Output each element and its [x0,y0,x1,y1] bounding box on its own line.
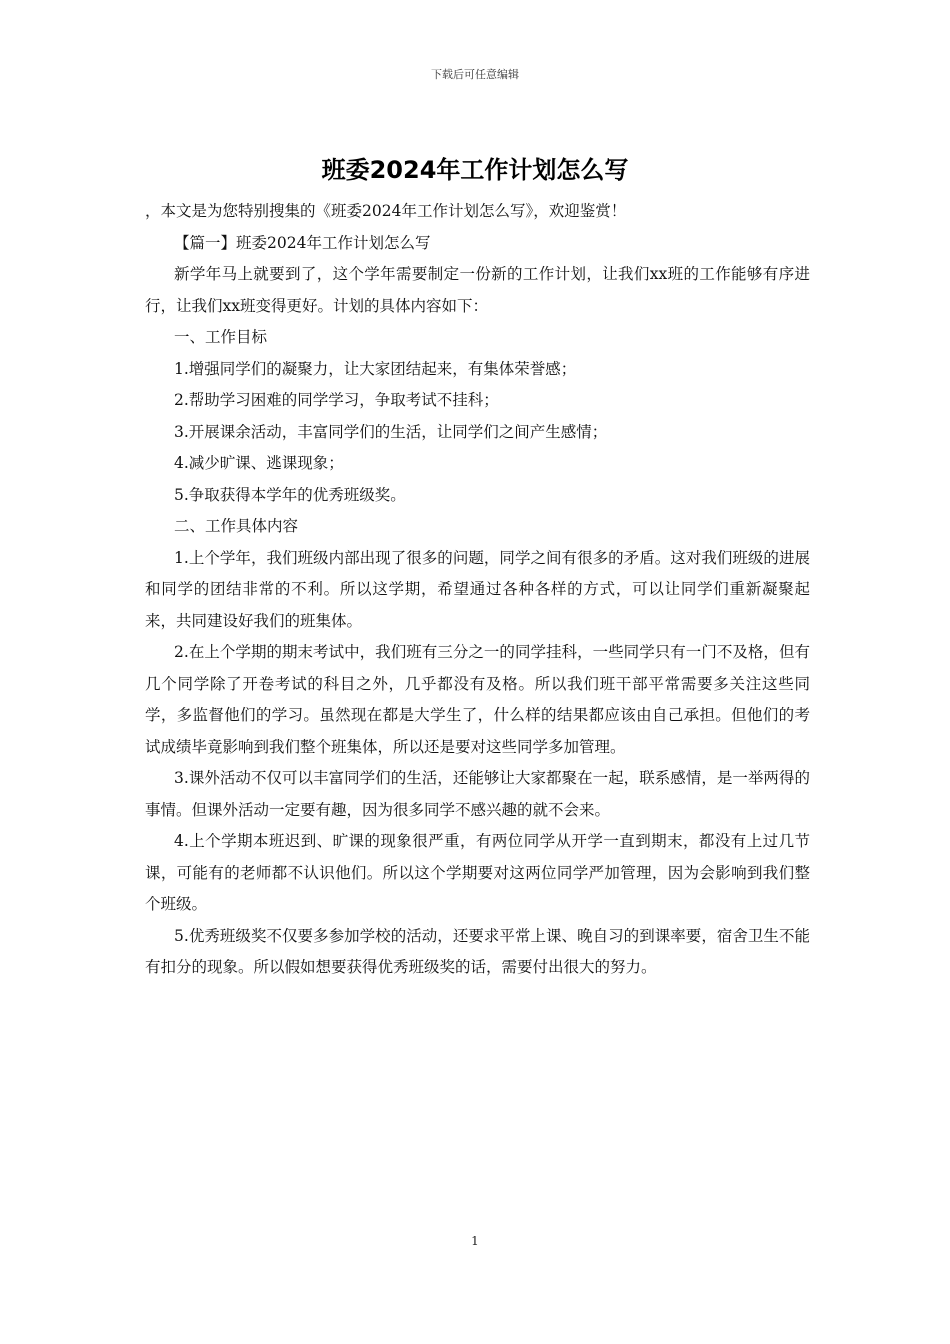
goal-item: 4.减少旷课、逃课现象； [174,454,344,472]
content-paragraph: 3.课外活动不仅可以丰富同学们的生活，还能够让大家都聚在一起，联系感情，是一举两得的事情。但课外活动一定要有趣，因为很多同学不感兴趣的就不会来。 [145,769,810,819]
content-heading: 二、工作具体内容 [174,517,299,535]
content-paragraph: 2.在上个学期的期末考试中，我们班有三分之一的同学挂科，一些同学只有一门不及格，但有几个同学除了开卷考试的科目之外，几乎都没有及格。所以我们班干部平常需要多关注这些同学，多监督他们的学习。虽然现在都是大学生了，什么样的结果都应该由自己承担。但他们的考试成绩毕竟影响到我们整个班集体，所以还是要对这些同学多加管理。 [145,643,810,756]
document-title: 班委2024年工作计划怎么写 [321,156,629,184]
goal-item: 3.开展课余活动，丰富同学们的生活，让同学们之间产生感情； [174,422,608,441]
header-note: 下载后可任意编辑 [431,68,519,81]
content-paragraph: 5.优秀班级奖不仅要多参加学校的活动，还要求平常上课、晚自习的到课率要，宿舍卫生不能有扣分的现象。所以假如想要获得优秀班级奖的话，需要付出很大的努力。 [145,926,810,976]
section-heading: 【篇一】班委2024年工作计划怎么写 [174,233,431,252]
document-body [145,196,810,984]
goal-item: 2.帮助学习困难的同学学习，争取考试不挂科； [174,391,499,409]
goal-item: 5.争取获得本学年的优秀班级奖。 [174,485,406,504]
page-number: 1 [471,1234,479,1248]
intro-paragraph: ，本文是为您特别搜集的《班委2024年工作计划怎么写》，欢迎鉴赏！ [145,202,627,220]
content-paragraph: 1.上个学年，我们班级内部出现了很多的问题，同学之间有很多的矛盾。这对我们班级的进展和同学的团结非常的不利。所以这学期，希望通过各种各样的方式，可以让同学们重新凝聚起来，共同建设好我们的班集体。 [145,548,810,630]
goal-item: 1.增强同学们的凝聚力，让大家团结起来，有集体荣誉感； [174,359,577,378]
opening-paragraph: 新学年马上就要到了，这个学年需要制定一份新的工作计划，让我们xx班的工作能够有序进行，让我们xx班变得更好。计划的具体内容如下： [145,265,810,315]
goals-heading: 一、工作目标 [174,328,268,346]
content-paragraph: 4.上个学期本班迟到、旷课的现象很严重，有两位同学从开学一直到期末，都没有上过几节课，可能有的老师都不认识他们。所以这个学期要对这两位同学严加管理，因为会影响到我们整个班级。 [145,832,810,913]
